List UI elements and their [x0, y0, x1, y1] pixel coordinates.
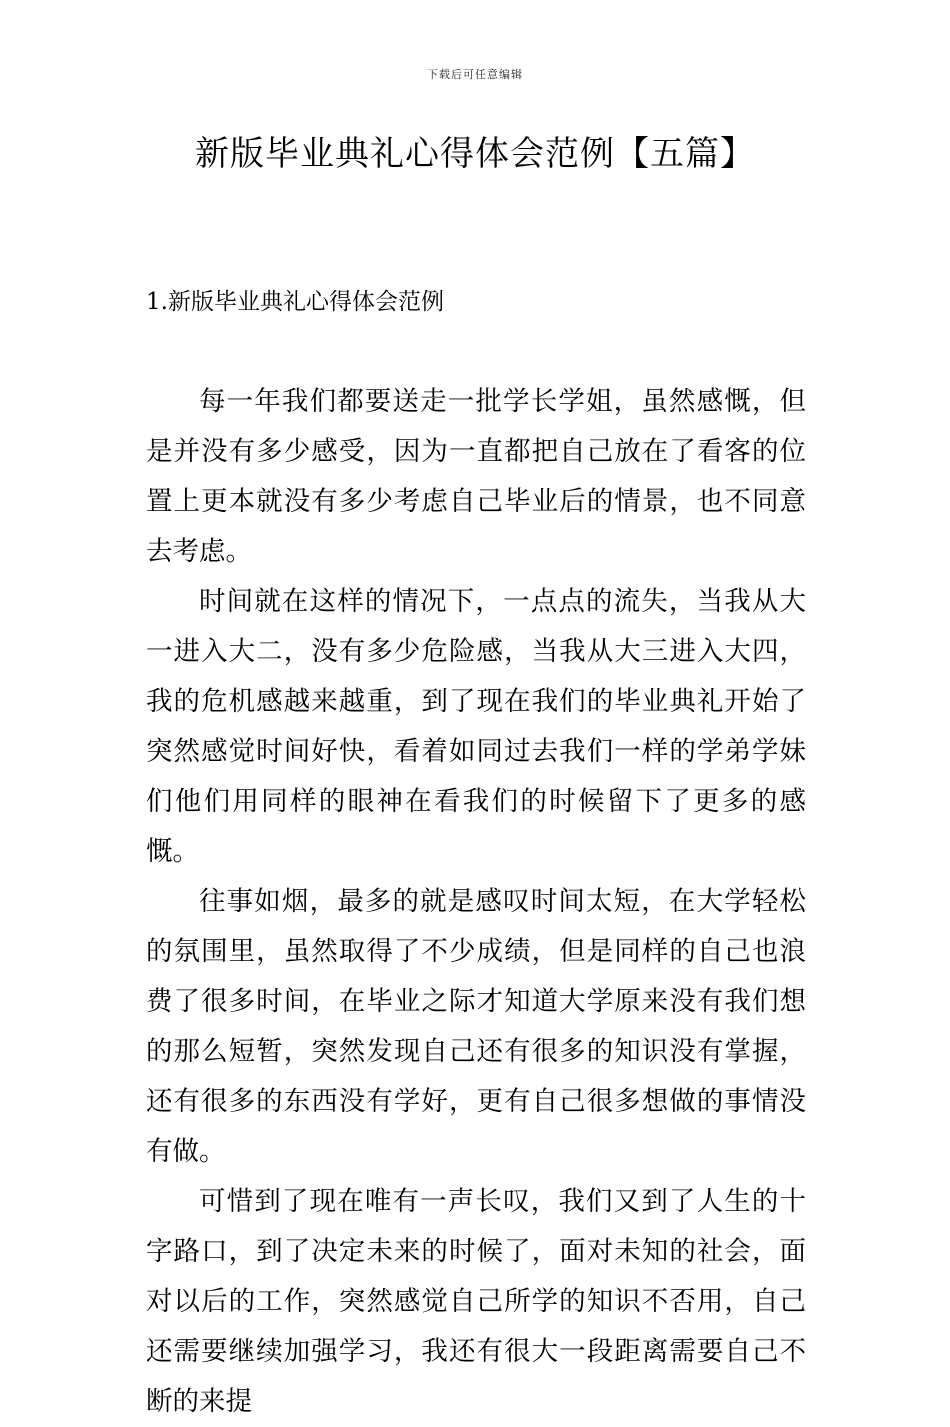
- document-title: 新版毕业典礼心得体会范例【五篇】: [195, 134, 755, 174]
- paragraph: 往事如烟，最多的就是感叹时间太短，在大学轻松的氛围里，虽然取得了不少成绩，但是同样的自己也浪费了很多时间，在毕业之际才知道大学原来没有我们想的那么短暂，突然发现自己还有很多的知识没有掌握，还有很多的东西没有学好，更有自己很多想做的事情没有做。: [146, 886, 806, 1167]
- paragraph: 可惜到了现在唯有一声长叹，我们又到了人生的十字路口，到了决定未来的时候了，面对未知的社会，面对以后的工作，突然感觉自己所学的知识不否用，自己还需要继续加强学习，我还有很大一段距离需要自己不断的来提: [146, 1186, 806, 1417]
- header-note: 下载后可任意编辑: [427, 68, 523, 81]
- section-heading: 1.新版毕业典礼心得体会范例: [146, 289, 444, 315]
- paragraph: 时间就在这样的情况下，一点点的流失，当我从大一进入大二，没有多少危险感，当我从大三进入大四，我的危机感越来越重，到了现在我们的毕业典礼开始了突然感觉时间好快，看着如同过去我们一样的学弟学妹们他们用同样的眼神在看我们的时候留下了更多的感慨。: [146, 586, 806, 867]
- document-body: [146, 377, 806, 1427]
- paragraph: 每一年我们都要送走一批学长学姐，虽然感慨，但是并没有多少感受，因为一直都把自己放在了看客的位置上更本就没有多少考虑自己毕业后的情景，也不同意去考虑。: [146, 386, 806, 567]
